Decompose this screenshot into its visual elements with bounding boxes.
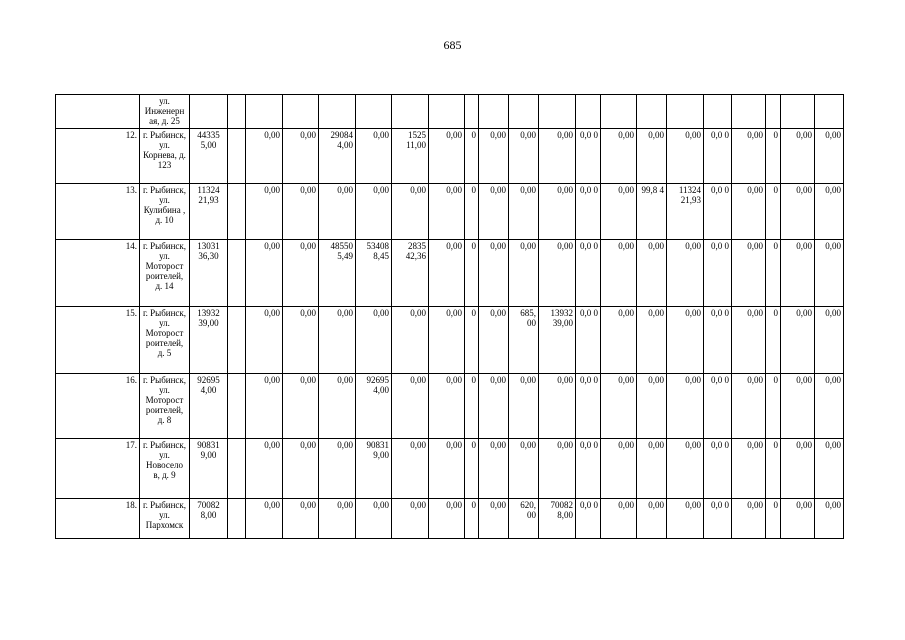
table-row — [56, 184, 844, 240]
value-cell: 620, 00 — [509, 499, 539, 539]
value-cell: 0 — [766, 374, 781, 439]
value-cell: 0,00 — [392, 184, 429, 240]
value-cell — [704, 95, 732, 129]
row-number — [56, 95, 140, 129]
value-cell: 0,00 — [283, 129, 319, 184]
value-cell: 0,00 — [283, 499, 319, 539]
value-cell: 0,00 — [539, 374, 576, 439]
value-cell: 0 — [465, 374, 479, 439]
value-cell: 0,00 — [392, 439, 429, 499]
value-cell: 0,00 — [667, 240, 704, 307]
value-cell: 0,00 — [601, 499, 637, 539]
value-cell: 0 — [766, 129, 781, 184]
value-cell: 48550 5,49 — [319, 240, 356, 307]
value-cell: 0,00 — [246, 307, 283, 374]
value-cell: 0,00 — [781, 499, 815, 539]
value-cell: 0,00 — [283, 439, 319, 499]
value-cell: 0,00 — [246, 240, 283, 307]
value-cell: 92695 4,00 — [356, 374, 392, 439]
value-cell: 0,00 — [637, 374, 667, 439]
value-cell: 0,00 — [637, 499, 667, 539]
value-cell: 0,0 0 — [704, 129, 732, 184]
page-number: 685 — [443, 38, 462, 52]
value-cell — [667, 95, 704, 129]
table-row — [56, 374, 844, 439]
value-cell: 0,00 — [815, 240, 844, 307]
value-cell: 0,0 0 — [576, 499, 601, 539]
value-cell: 0 — [766, 439, 781, 499]
value-cell: 90831 9,00 — [190, 439, 228, 499]
address-cell: ул. Инженерн ая, д. 25 — [140, 95, 190, 129]
row-number: 14. — [56, 240, 140, 307]
address-cell: г. Рыбинск, ул. Корнева, д. 123 — [140, 129, 190, 184]
address-cell: г. Рыбинск, ул. Моторост роителей, д. 5 — [140, 307, 190, 374]
value-cell — [283, 95, 319, 129]
value-cell: 0,00 — [479, 439, 509, 499]
value-cell: 0,00 — [392, 499, 429, 539]
value-cell: 0,00 — [781, 439, 815, 499]
value-cell: 0,0 0 — [576, 374, 601, 439]
value-cell: 0,0 0 — [576, 240, 601, 307]
table-row — [56, 307, 844, 374]
value-cell: 0,00 — [732, 499, 766, 539]
value-cell: 0,00 — [319, 374, 356, 439]
value-cell: 0,00 — [667, 307, 704, 374]
value-cell — [228, 95, 246, 129]
table-row — [56, 240, 844, 307]
value-cell: 0,00 — [732, 307, 766, 374]
value-cell — [228, 499, 246, 539]
value-cell: 0,00 — [781, 240, 815, 307]
value-cell — [465, 95, 479, 129]
value-cell: 0,00 — [479, 240, 509, 307]
value-cell: 0,00 — [637, 439, 667, 499]
value-cell: 0,00 — [479, 129, 509, 184]
value-cell: 0,00 — [667, 439, 704, 499]
table-row — [56, 499, 844, 539]
value-cell: 0,00 — [781, 307, 815, 374]
value-cell — [732, 95, 766, 129]
value-cell: 0,00 — [246, 129, 283, 184]
value-cell: 0,00 — [356, 499, 392, 539]
value-cell: 29084 4,00 — [319, 129, 356, 184]
value-cell: 0,0 0 — [704, 307, 732, 374]
value-cell: 0,00 — [601, 374, 637, 439]
value-cell: 0,00 — [479, 374, 509, 439]
value-cell: 0,00 — [509, 439, 539, 499]
value-cell: 0,00 — [601, 240, 637, 307]
value-cell: 0,00 — [246, 439, 283, 499]
value-cell: 0,00 — [539, 439, 576, 499]
value-cell — [601, 95, 637, 129]
value-cell: 0,00 — [667, 374, 704, 439]
value-cell: 0,00 — [319, 439, 356, 499]
value-cell: 0,00 — [246, 374, 283, 439]
value-cell: 0 — [766, 307, 781, 374]
value-cell — [228, 240, 246, 307]
value-cell: 0,00 — [539, 240, 576, 307]
value-cell: 0,00 — [479, 184, 509, 240]
address-cell: г. Рыбинск, ул. Моторост роителей, д. 14 — [140, 240, 190, 307]
value-cell: 0,0 0 — [704, 184, 732, 240]
value-cell: 0,00 — [283, 240, 319, 307]
value-cell: 0,00 — [429, 240, 465, 307]
value-cell: 0,00 — [479, 307, 509, 374]
row-number: 16. — [56, 374, 140, 439]
value-cell: 0,00 — [781, 129, 815, 184]
value-cell: 0,00 — [429, 374, 465, 439]
value-cell: 0,00 — [815, 374, 844, 439]
value-cell: 0,00 — [601, 129, 637, 184]
value-cell — [766, 95, 781, 129]
value-cell: 92695 4,00 — [190, 374, 228, 439]
value-cell: 0,00 — [637, 129, 667, 184]
value-cell — [228, 439, 246, 499]
value-cell: 0,00 — [319, 499, 356, 539]
value-cell: 0,00 — [781, 184, 815, 240]
value-cell: 0,00 — [601, 307, 637, 374]
value-cell: 13031 36,30 — [190, 240, 228, 307]
value-cell: 0,0 0 — [576, 307, 601, 374]
value-cell: 0,00 — [509, 374, 539, 439]
value-cell — [228, 374, 246, 439]
value-cell: 0,0 0 — [576, 184, 601, 240]
value-cell — [815, 95, 844, 129]
value-cell: 0,00 — [637, 240, 667, 307]
value-cell: 0,00 — [732, 184, 766, 240]
value-cell: 0,00 — [509, 240, 539, 307]
value-cell: 0,00 — [509, 129, 539, 184]
value-cell: 0,00 — [356, 129, 392, 184]
value-cell: 0,00 — [429, 129, 465, 184]
value-cell — [479, 95, 509, 129]
value-cell — [539, 95, 576, 129]
value-cell: 0,00 — [732, 439, 766, 499]
row-number: 13. — [56, 184, 140, 240]
value-cell: 99,8 4 — [637, 184, 667, 240]
value-cell — [637, 95, 667, 129]
value-cell: 70082 8,00 — [190, 499, 228, 539]
value-cell — [228, 129, 246, 184]
value-cell — [781, 95, 815, 129]
value-cell: 0,00 — [539, 129, 576, 184]
value-cell: 0,00 — [509, 184, 539, 240]
row-number: 12. — [56, 129, 140, 184]
data-table — [55, 94, 844, 539]
value-cell: 0,00 — [283, 184, 319, 240]
value-cell: 0,0 0 — [576, 129, 601, 184]
row-number: 17. — [56, 439, 140, 499]
value-cell: 0,00 — [815, 184, 844, 240]
value-cell: 0 — [465, 184, 479, 240]
value-cell: 685, 00 — [509, 307, 539, 374]
address-cell: г. Рыбинск, ул. Кулибина , д. 10 — [140, 184, 190, 240]
value-cell: 0,0 0 — [576, 439, 601, 499]
value-cell: 44335 5,00 — [190, 129, 228, 184]
value-cell: 0,00 — [732, 240, 766, 307]
value-cell: 0,00 — [732, 129, 766, 184]
value-cell: 0 — [465, 499, 479, 539]
row-number: 15. — [56, 307, 140, 374]
value-cell: 0,0 0 — [704, 240, 732, 307]
value-cell: 0,0 0 — [704, 374, 732, 439]
value-cell: 53408 8,45 — [356, 240, 392, 307]
value-cell: 0,00 — [732, 374, 766, 439]
value-cell: 11324 21,93 — [190, 184, 228, 240]
value-cell: 0 — [465, 129, 479, 184]
address-cell: г. Рыбинск, ул. Моторост роителей, д. 8 — [140, 374, 190, 439]
value-cell — [576, 95, 601, 129]
value-cell: 0,00 — [429, 439, 465, 499]
value-cell: 0,00 — [283, 307, 319, 374]
value-cell — [319, 95, 356, 129]
value-cell: 0,00 — [356, 307, 392, 374]
value-cell: 0 — [465, 439, 479, 499]
value-cell: 0,0 0 — [704, 499, 732, 539]
value-cell: 0,00 — [601, 184, 637, 240]
value-cell — [246, 95, 283, 129]
value-cell: 0,00 — [392, 307, 429, 374]
value-cell: 0,00 — [667, 129, 704, 184]
value-cell: 13932 39,00 — [190, 307, 228, 374]
value-cell: 0,00 — [781, 374, 815, 439]
value-cell: 0,00 — [246, 184, 283, 240]
row-number: 18. — [56, 499, 140, 539]
value-cell — [190, 95, 228, 129]
value-cell: 0,00 — [815, 307, 844, 374]
value-cell: 0 — [465, 240, 479, 307]
value-cell: 0,00 — [429, 499, 465, 539]
value-cell: 0,00 — [392, 374, 429, 439]
value-cell: 0,00 — [637, 307, 667, 374]
table-row — [56, 129, 844, 184]
value-cell: 0,00 — [429, 184, 465, 240]
value-cell — [228, 184, 246, 240]
value-cell: 0 — [766, 240, 781, 307]
value-cell: 2835 42,36 — [392, 240, 429, 307]
value-cell — [356, 95, 392, 129]
value-cell: 0,00 — [356, 184, 392, 240]
table-row — [56, 95, 844, 129]
value-cell: 1525 11,00 — [392, 129, 429, 184]
value-cell — [429, 95, 465, 129]
address-cell: г. Рыбинск, ул. Новосело в, д. 9 — [140, 439, 190, 499]
value-cell: 0 — [766, 499, 781, 539]
value-cell — [228, 307, 246, 374]
value-cell: 0,00 — [479, 499, 509, 539]
value-cell: 0,00 — [667, 499, 704, 539]
value-cell: 0,00 — [539, 184, 576, 240]
value-cell — [509, 95, 539, 129]
value-cell: 0,00 — [601, 439, 637, 499]
value-cell: 0,00 — [815, 439, 844, 499]
value-cell: 0,00 — [319, 184, 356, 240]
value-cell: 11324 21,93 — [667, 184, 704, 240]
value-cell: 0,00 — [429, 307, 465, 374]
value-cell: 0 — [465, 307, 479, 374]
value-cell: 0,0 0 — [704, 439, 732, 499]
table-row — [56, 439, 844, 499]
value-cell: 13932 39,00 — [539, 307, 576, 374]
value-cell — [392, 95, 429, 129]
value-cell: 0,00 — [815, 129, 844, 184]
value-cell: 0,00 — [815, 499, 844, 539]
address-cell: г. Рыбинск, ул. Пархомск — [140, 499, 190, 539]
value-cell: 0,00 — [319, 307, 356, 374]
value-cell: 0,00 — [283, 374, 319, 439]
value-cell: 90831 9,00 — [356, 439, 392, 499]
value-cell: 70082 8,00 — [539, 499, 576, 539]
value-cell: 0 — [766, 184, 781, 240]
value-cell: 0,00 — [246, 499, 283, 539]
